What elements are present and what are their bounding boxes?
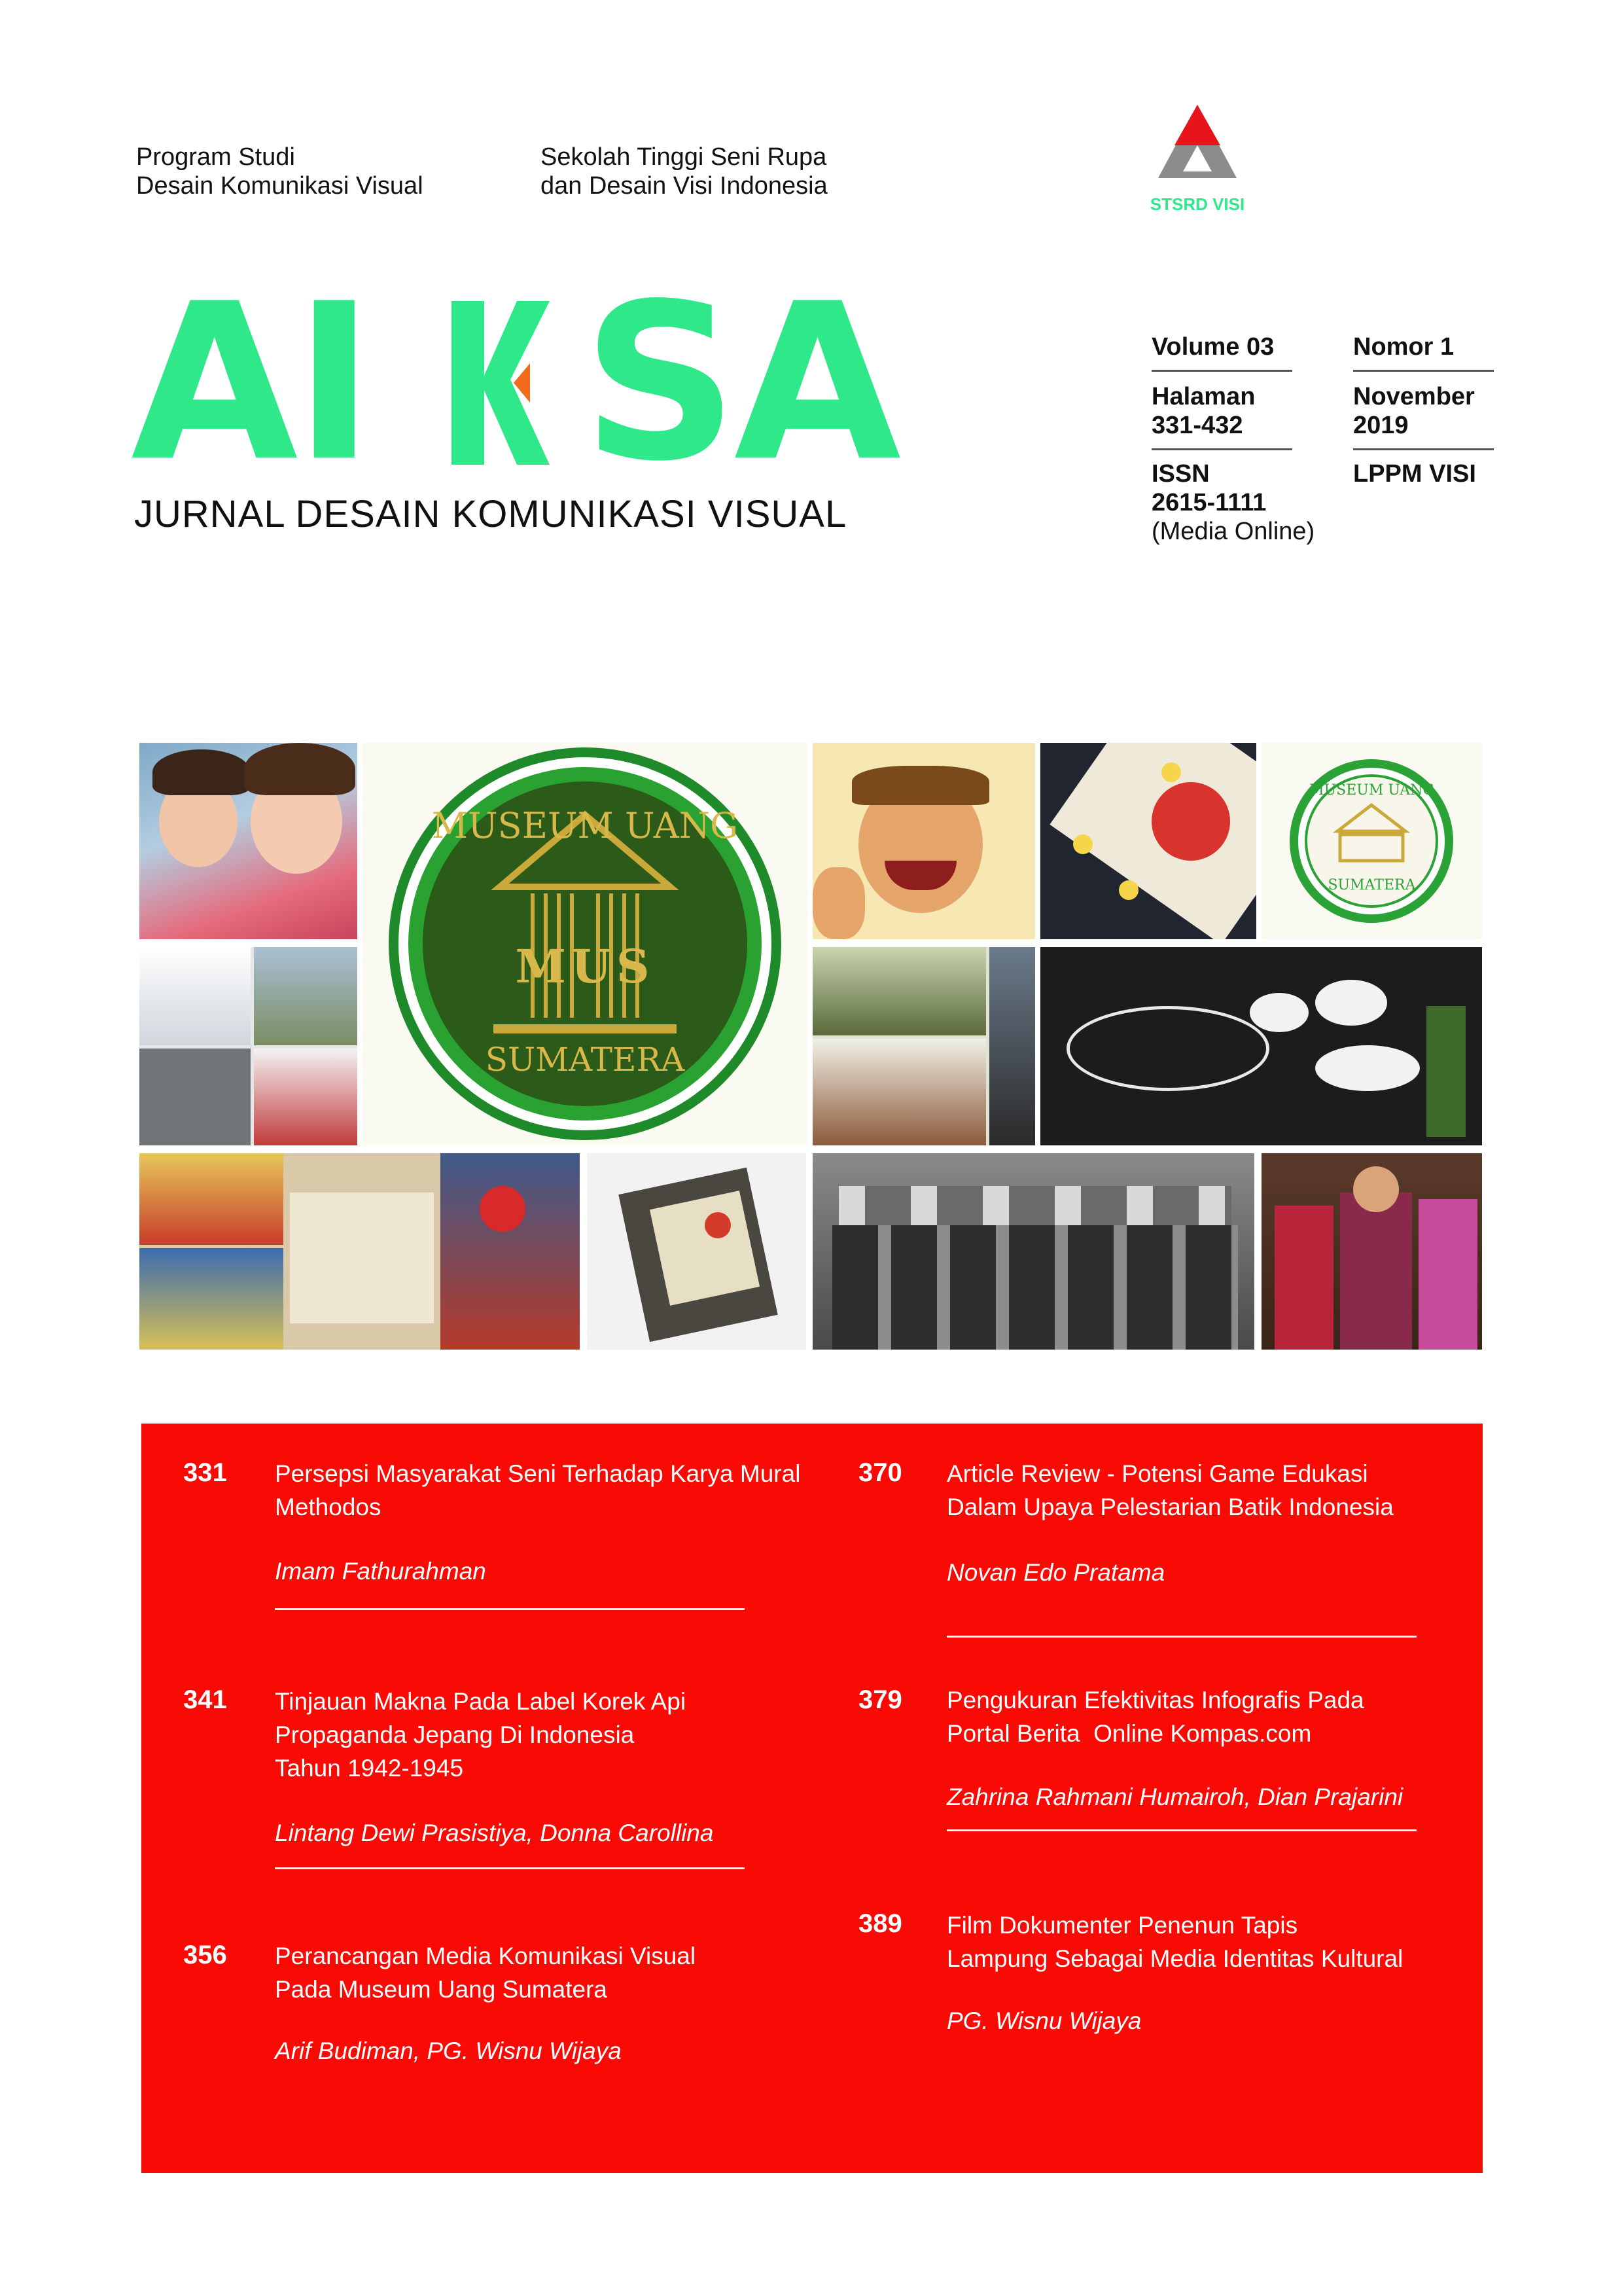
toc-title-line: Tinjauan Makna Pada Label Korek Api (275, 1688, 686, 1715)
issn-label: ISSN (1152, 460, 1210, 488)
toc-article-title (947, 1457, 1394, 1524)
small-seal-icon (1262, 743, 1482, 939)
toc-title-line: Pengukuran Efektivitas Infografis Pada (947, 1687, 1364, 1713)
meta-divider (1152, 370, 1292, 372)
logo-text-right: SA (582, 257, 898, 509)
toc-article-title (275, 1939, 696, 2006)
logo-caption: STSRD VISI (1150, 194, 1245, 214)
toc-page-number: 379 (858, 1685, 902, 1714)
date-block (1353, 382, 1475, 440)
toc-page-number: 341 (183, 1685, 227, 1714)
program-line-2: Desain Komunikasi Visual (136, 172, 423, 200)
traditional-costume-photo (1262, 1153, 1482, 1350)
toc-page-number: 331 (183, 1458, 227, 1487)
issn-number: 2615-1111 (1152, 489, 1267, 516)
toc-author: Zahrina Rahmani Humairoh, Dian Prajarini (947, 1784, 1403, 1810)
seal-top-text: MUSEUM UANG (431, 805, 739, 846)
issn-block (1152, 459, 1315, 546)
toc-author: Imam Fathurahman (275, 1558, 486, 1585)
journal-subtitle: JURNAL DESAIN KOMUNIKASI VISUAL (134, 493, 847, 535)
seal-mark-text: MUS (515, 939, 655, 994)
program-label (136, 143, 423, 200)
pages-block (1152, 382, 1255, 440)
museum-uang-seal-large (362, 743, 807, 1145)
meta-divider (1353, 448, 1494, 450)
toc-title-line: Film Dokumenter Penenun Tapis (947, 1912, 1298, 1939)
pages-label: Halaman (1152, 383, 1256, 410)
animated-children-photo (139, 743, 357, 939)
toc-article-title (275, 1685, 686, 1785)
mural-artwork-photo (1040, 947, 1482, 1145)
triangle-logo-icon (1139, 105, 1256, 190)
museum-exhibit-photos (813, 947, 1035, 1145)
logo-k-mark-icon (451, 301, 576, 471)
seal-bottom-text: SUMATERA (485, 1041, 685, 1079)
month: November (1353, 383, 1475, 410)
propaganda-label-closeup (1040, 743, 1256, 939)
museum-uang-seal-small (1262, 743, 1482, 939)
toc-author: Lintang Dewi Prasistiya, Donna Carollina (275, 1820, 714, 1846)
school-line-2: dan Desain Visi Indonesia (540, 172, 828, 200)
toc-author: Novan Edo Pratama (947, 1559, 1165, 1586)
historical-tapis-photo (813, 1153, 1254, 1350)
matchbox-labels-photo (139, 1153, 580, 1350)
toc-author: Arif Budiman, PG. Wisnu Wijaya (275, 2037, 622, 2064)
toc-article-title (947, 1909, 1403, 1975)
issn-media: (Media Online) (1152, 518, 1315, 545)
toc-title-line: Perancangan Media Komunikasi Visual (275, 1943, 696, 1969)
museum-building-photos (139, 947, 357, 1145)
small-seal-bottom-text: SUMATERA (1328, 877, 1416, 893)
matchbox-object-photo (587, 1153, 806, 1350)
toc-page-number: 356 (183, 1941, 227, 1969)
toc-title-line: Portal Berita Online Kompas.com (947, 1720, 1312, 1747)
year: 2019 (1353, 412, 1409, 439)
logo-text-left: AI (131, 257, 371, 509)
toc-title-line: Methodos (275, 1494, 381, 1520)
school-line-1: Sekolah Tinggi Seni Rupa (540, 143, 827, 171)
toc-divider (947, 1829, 1417, 1831)
pages-range: 331-432 (1152, 412, 1243, 439)
toc-divider (275, 1867, 745, 1869)
toc-divider (947, 1636, 1417, 1638)
toc-title-line: Dalam Upaya Pelestarian Batik Indonesia (947, 1494, 1394, 1520)
toc-title-line: Propaganda Jepang Di Indonesia (275, 1721, 635, 1748)
toc-divider (275, 1608, 745, 1610)
toc-title-line: Article Review - Potensi Game Edukasi (947, 1460, 1368, 1487)
publisher: LPPM VISI (1353, 460, 1476, 488)
toc-article-title (275, 1457, 800, 1524)
toc-author: PG. Wisnu Wijaya (947, 2007, 1142, 2034)
cartoon-character-illustration (813, 743, 1035, 939)
toc-page-number: 389 (858, 1909, 902, 1938)
toc-article-title (947, 1683, 1364, 1750)
toc-title-line: Lampung Sebagai Media Identitas Kultural (947, 1945, 1403, 1972)
school-label (540, 143, 828, 200)
issue-number: Nomor 1 (1353, 333, 1455, 361)
journal-logo (131, 257, 898, 509)
volume: Volume 03 (1152, 333, 1275, 361)
toc-title-line: Persepsi Masyarakat Seni Terhadap Karya Mural (275, 1460, 801, 1487)
meta-divider (1152, 448, 1292, 450)
toc-title-line: Tahun 1942-1945 (275, 1755, 464, 1782)
program-line-1: Program Studi (136, 143, 295, 171)
meta-divider (1353, 370, 1494, 372)
toc-title-line: Pada Museum Uang Sumatera (275, 1976, 607, 2003)
small-seal-top-text: MUSEUM UANG (1309, 782, 1434, 798)
toc-page-number: 370 (858, 1458, 902, 1487)
stsrd-visi-logo (1139, 105, 1256, 214)
